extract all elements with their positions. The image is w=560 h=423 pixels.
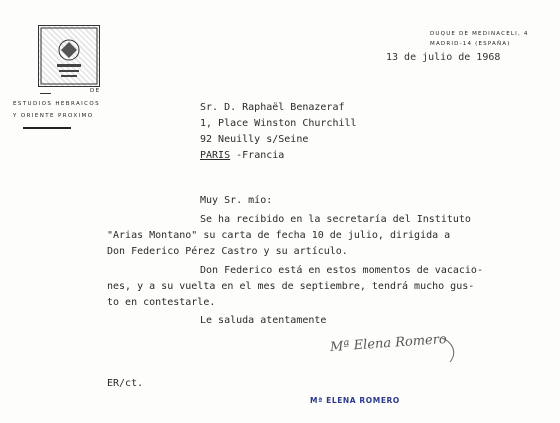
- letterhead-de: DE: [90, 88, 101, 94]
- recipient-street: 1, Place Winston Churchill: [200, 118, 357, 129]
- paragraph2-line3: to en contestarle.: [107, 297, 216, 308]
- recipient-country: -Francia: [230, 150, 285, 161]
- signatory-name-stamp: Mª ELENA ROMERO: [310, 396, 400, 405]
- paragraph1-line2: "Arias Montano" su carta de fecha 10 de julio, dirigida a: [107, 230, 451, 241]
- letterhead-underline: [23, 127, 71, 129]
- sender-address-line2: MADRID-14 (ESPAÑA): [430, 41, 511, 47]
- handwritten-signature: Mª Elena Romero: [329, 331, 448, 356]
- letter-date: 13 de julio de 1968: [386, 52, 501, 63]
- paragraph1-line3: Don Federico Pérez Castro y su artículo.: [107, 246, 348, 257]
- greeting: Muy Sr. mío:: [200, 195, 273, 206]
- paragraph2-line1: Don Federico está en estos momentos de vacacio-: [200, 265, 483, 276]
- sender-address-line1: DUQUE DE MEDINACELI, 4: [430, 31, 529, 37]
- seal-emblem-icon: [39, 26, 99, 86]
- recipient-paris: PARIS: [200, 150, 231, 161]
- letterhead-divider: [40, 93, 51, 94]
- letterhead-department-line1: ESTUDIOS HEBRAICOS: [13, 101, 101, 107]
- recipient-city: 92 Neuilly s/Seine: [200, 134, 309, 145]
- typist-initials: ER/ct.: [107, 378, 144, 389]
- paragraph2-line2: nes, y a su vuelta en el mes de septiembre, tendrá mucho gus-: [107, 281, 475, 292]
- recipient-name: Sr. D. Raphaël Benazeraf: [200, 102, 345, 113]
- recipient-country-line: [200, 149, 284, 163]
- institute-seal-logo: [38, 25, 100, 87]
- signature-flourish: [322, 330, 472, 370]
- closing: Le saluda atentamente: [200, 315, 327, 326]
- letterhead-department-line2: Y ORIENTE PROXIMO: [13, 113, 94, 119]
- paragraph1-line1: Se ha recibido en la secretaría del Instituto: [200, 214, 471, 225]
